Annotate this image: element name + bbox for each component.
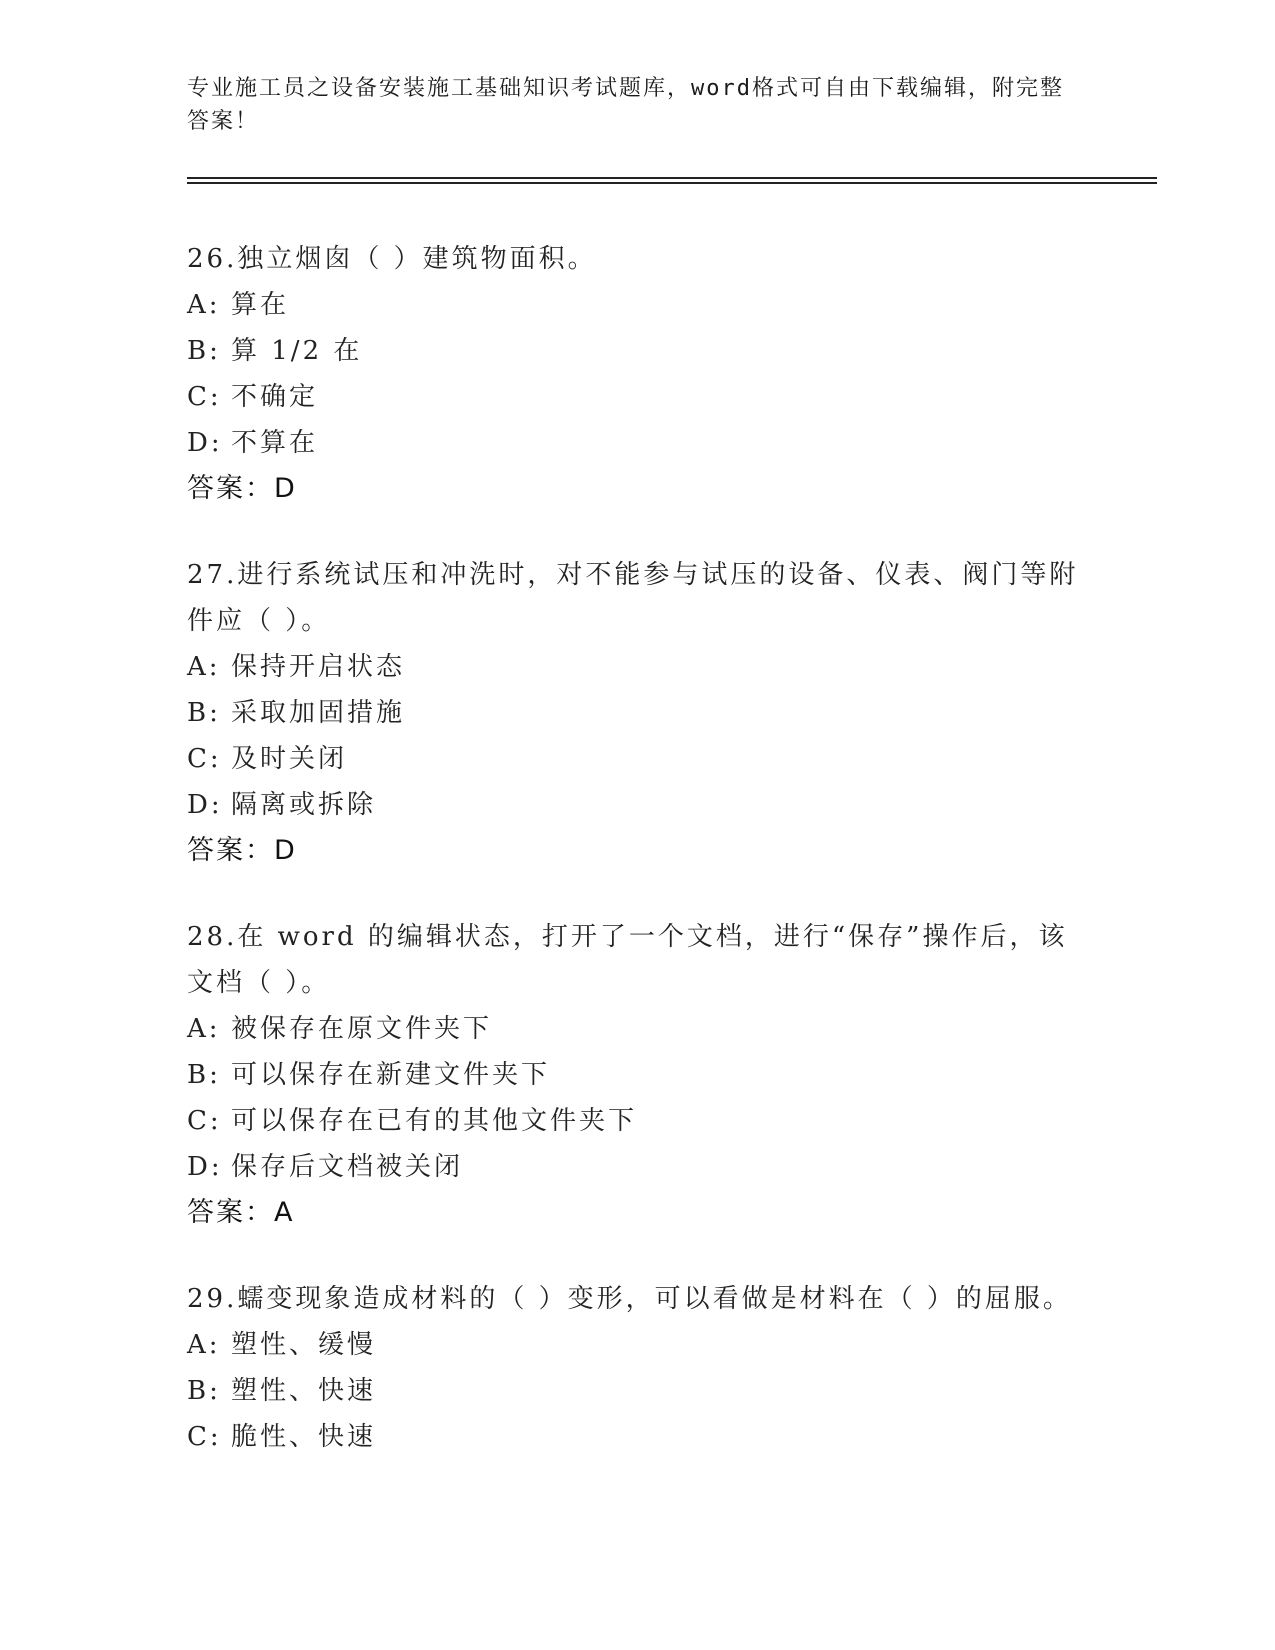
option-key: D: xyxy=(187,428,223,458)
option-key: B: xyxy=(187,1060,221,1090)
option-text: 可以保存在已有的其他文件夹下 xyxy=(231,1106,638,1136)
option-text: 采取加固措施 xyxy=(231,698,406,728)
option-a xyxy=(187,1322,1087,1368)
option-text: 保持开启状态 xyxy=(231,652,406,682)
option-text: 及时关闭 xyxy=(231,744,348,774)
option-key: B: xyxy=(187,336,221,366)
option-c xyxy=(187,1414,1087,1460)
question-stem: 27.进行系统试压和冲洗时，对不能参与试压的设备、仪表、阀门等附件应（ ）。 xyxy=(187,560,1079,636)
option-key: C: xyxy=(187,382,222,412)
option-b xyxy=(187,1368,1087,1414)
question-27 xyxy=(187,552,1087,874)
option-key: B: xyxy=(187,698,221,728)
option-text: 可以保存在新建文件夹下 xyxy=(231,1060,551,1090)
option-key: A: xyxy=(187,1014,221,1044)
answer-line: 答案：A xyxy=(187,1197,295,1228)
option-b xyxy=(187,690,1087,736)
option-b xyxy=(187,1052,1087,1098)
option-text: 算 1/2 在 xyxy=(231,336,363,366)
question-28 xyxy=(187,914,1087,1236)
document-header: 专业施工员之设备安装施工基础知识考试题库，word格式可自由下载编辑，附完整答案！ xyxy=(187,76,1064,134)
option-d xyxy=(187,1144,1087,1190)
question-stem: 29.蠕变现象造成材料的（ ）变形，可以看做是材料在（ ）的屈服。 xyxy=(187,1284,1072,1314)
option-b xyxy=(187,328,1087,374)
header-divider-bottom xyxy=(187,182,1157,184)
option-d xyxy=(187,782,1087,828)
option-key: C: xyxy=(187,1106,222,1136)
option-a xyxy=(187,644,1087,690)
option-key: D: xyxy=(187,1152,223,1182)
option-a xyxy=(187,282,1087,328)
option-text: 隔离或拆除 xyxy=(231,790,377,820)
option-c xyxy=(187,374,1087,420)
option-key: C: xyxy=(187,1422,222,1452)
option-a xyxy=(187,1006,1087,1052)
option-text: 不算在 xyxy=(231,428,319,458)
option-text: 塑性、缓慢 xyxy=(231,1330,377,1360)
option-text: 塑性、快速 xyxy=(231,1376,377,1406)
option-key: A: xyxy=(187,1330,221,1360)
option-key: A: xyxy=(187,652,221,682)
question-29 xyxy=(187,1276,1087,1460)
option-key: A: xyxy=(187,290,221,320)
option-text: 不确定 xyxy=(231,382,319,412)
option-c xyxy=(187,736,1087,782)
question-list xyxy=(187,236,1087,1500)
option-key: D: xyxy=(187,790,223,820)
option-d xyxy=(187,420,1087,466)
question-stem: 26.独立烟囱（ ）建筑物面积。 xyxy=(187,244,597,274)
answer-line: 答案：D xyxy=(187,473,297,504)
header-divider-top xyxy=(187,177,1157,179)
answer-line: 答案：D xyxy=(187,835,297,866)
option-c xyxy=(187,1098,1087,1144)
option-key: B: xyxy=(187,1376,221,1406)
option-text: 被保存在原文件夹下 xyxy=(231,1014,493,1044)
option-text: 算在 xyxy=(231,290,290,320)
option-key: C: xyxy=(187,744,222,774)
option-text: 脆性、快速 xyxy=(231,1422,377,1452)
question-stem: 28.在 word 的编辑状态，打开了一个文档，进行“保存”操作后，该文档（ ）。 xyxy=(187,922,1068,998)
question-26 xyxy=(187,236,1087,512)
option-text: 保存后文档被关闭 xyxy=(231,1152,464,1182)
